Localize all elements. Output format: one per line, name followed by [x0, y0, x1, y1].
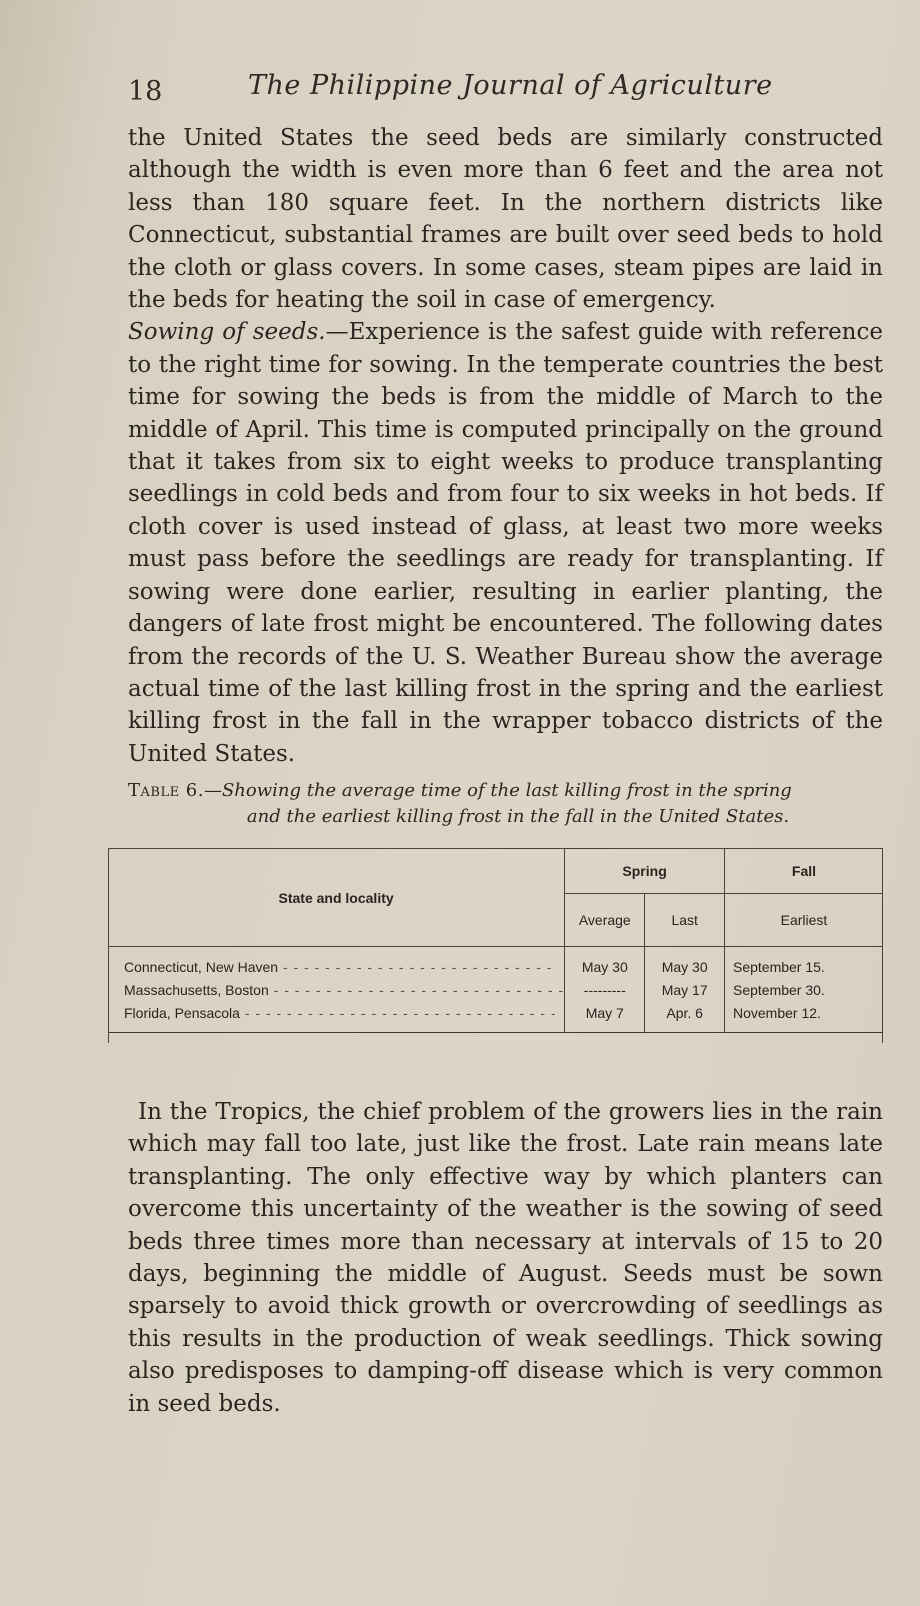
row-state: Massachusetts, Boston: [124, 981, 269, 998]
row-average: May 30: [565, 947, 645, 979]
table-caption-text-1: —Showing the average time of the last killing frost in the spring: [203, 780, 792, 801]
sowing-of-seeds-text: —Experience is the safest guide with reference to the right time for sowing. In the temperate countries the best time for sowing the beds is from the middle of March to the middle of April. This time is computed principally on the ground that it takes from six to eight weeks to produce transplanting seedlings in cold beds and from four to six weeks in hot beds. If cloth cover is used instead of glass, at least two more weeks must pass before the seedlings are ready for transplanting. If sowing were done earlier, resulting in earlier planting, the dangers of late frost might be encountered. The following dates from the records of the U. S. Weather Bureau show the average actual time of the last killing frost in the spring and the earliest killing frost in the fall in the wrapper tobacco districts of the United States.: [128, 319, 883, 767]
table-caption: [128, 778, 888, 830]
header-spring: Spring: [565, 849, 725, 894]
header-earliest: Earliest: [724, 894, 883, 947]
table-caption-line-1: [128, 778, 888, 804]
header-last: Last: [645, 894, 725, 947]
header-state-locality: State and locality: [108, 849, 565, 947]
row-state: Connecticut, New Haven: [124, 958, 279, 975]
dot-leader: - - - - - - - - - - - - - - - - - - - - - - - - - - - -: [268, 981, 565, 998]
table-left-rule: [108, 848, 110, 1043]
sowing-of-seeds-heading: Sowing of seeds.: [128, 319, 326, 346]
frost-dates-table: [108, 848, 883, 1033]
table-caption-line-2: and the earliest killing frost in the fall in the United States.: [246, 806, 790, 827]
dot-leader: - - - - - - - - - - - - - - - - - - - - - - - - - -: [278, 958, 553, 975]
row-earliest: September 15.: [724, 947, 883, 979]
row-average: May 7: [565, 1001, 645, 1033]
page-number: 18: [128, 76, 163, 107]
journal-title: The Philippine Journal of Agriculture: [248, 70, 773, 101]
row-earliest: November 12.: [724, 1001, 883, 1033]
row-last: Apr. 6: [645, 1001, 725, 1033]
body-text-bottom: [128, 1096, 883, 1420]
row-average: ---------: [565, 978, 645, 1001]
frost-table: [108, 848, 883, 1043]
row-state: Florida, Pensacola: [124, 1004, 240, 1021]
body-text-top: [128, 122, 883, 770]
table-row: [108, 947, 883, 979]
page-header: [128, 70, 888, 110]
table-row: [108, 1001, 883, 1033]
paragraph-tropics: In the Tropics, the chief problem of the growers lies in the rain which may fall too late, just like the frost. Late rain means late transplanting. The only effective way by which planters can overcome this uncertainty of the weather is the sowing of seed beds three times more than necessary at intervals of 15 to 20 days, beginning the middle of August. Seeds must be sown sparsely to avoid thick growth or overcrowding of seedlings as this results in the production of weak seedlings. Thick sowing also predisposes to damping-off disease which is very common in seed beds.: [128, 1099, 883, 1417]
row-earliest: September 30.: [724, 978, 883, 1001]
header-average: Average: [565, 894, 645, 947]
paragraph-sowing-of-seeds: [128, 316, 883, 770]
table-row: [108, 978, 883, 1001]
row-last: May 17: [645, 978, 725, 1001]
table-label: Table 6.: [128, 780, 204, 801]
table-right-rule: [881, 848, 883, 1043]
dot-leader: - - - - - - - - - - - - - - - - - - - - - - - - - - - - - -: [239, 1004, 557, 1021]
paragraph-seed-beds: the United States the seed beds are similarly constructed although the width is even more than 6 feet and the area not less than 180 square feet. In the northern districts like Connecticut, substantial frames are built over seed beds to hold the cloth or glass covers. In some cases, steam pipes are laid in the beds for heating the soil in case of emergency.: [128, 125, 883, 314]
row-last: May 30: [645, 947, 725, 979]
header-fall: Fall: [724, 849, 883, 894]
